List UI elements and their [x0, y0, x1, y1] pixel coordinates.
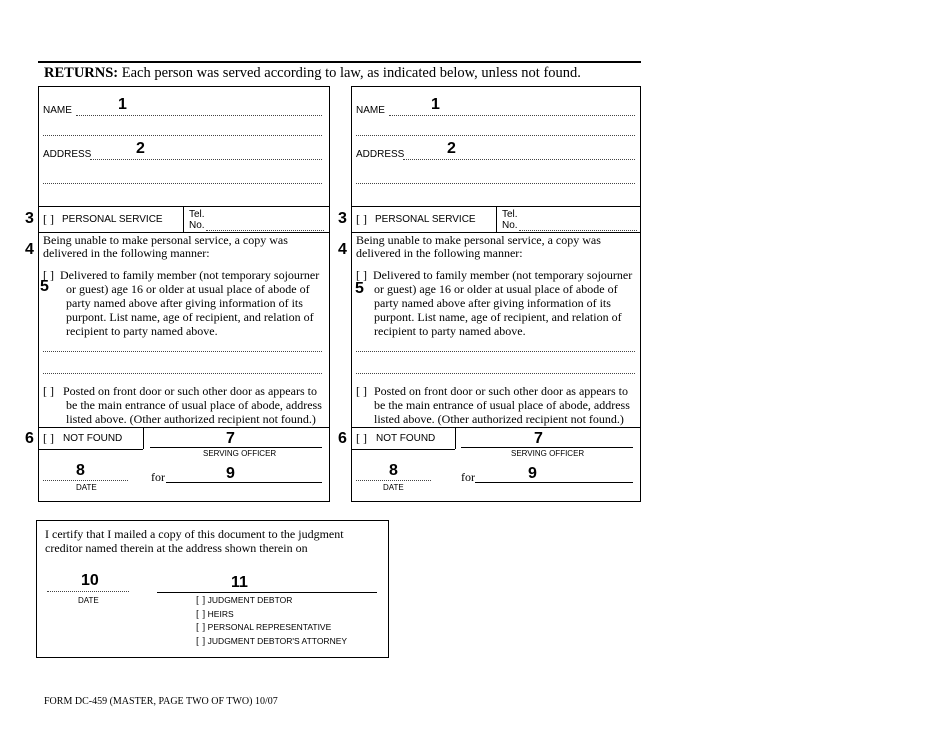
- posted-text-3: listed above. (Other authorized recipient not found.): [66, 412, 316, 426]
- marker-10: 10: [81, 572, 99, 589]
- marker-9: 9: [528, 465, 537, 482]
- family-checkbox[interactable]: [ ]: [43, 268, 54, 282]
- family-text-1: Delivered to family member (not temporary sojourner: [60, 268, 320, 282]
- family-text-5: recipient to party named above.: [374, 324, 526, 338]
- marker-1: 1: [118, 96, 127, 113]
- personal-service-label: PERSONAL SERVICE: [62, 214, 163, 225]
- nf-bottom-rule: [38, 449, 143, 450]
- personal-service-label: PERSONAL SERVICE: [375, 214, 476, 225]
- address-line: [90, 159, 322, 160]
- family-text-1: Delivered to family member (not temporary sojourner: [373, 268, 633, 282]
- nf-top-rule: [38, 427, 330, 428]
- tel-label: Tel.: [189, 209, 205, 220]
- nf-divider: [455, 427, 456, 449]
- form-id: FORM DC-459 (MASTER, PAGE TWO OF TWO) 10/07: [44, 696, 278, 707]
- address-line: [403, 159, 635, 160]
- certify-options: [196, 594, 347, 648]
- name-line: [76, 115, 322, 116]
- recipient-line-1: [356, 351, 635, 352]
- option-checkbox[interactable]: [ ]: [196, 595, 206, 606]
- name-line-2: [43, 135, 322, 136]
- date-label: DATE: [383, 483, 404, 492]
- right-return-column: [351, 86, 641, 502]
- marker-8: 8: [389, 462, 398, 479]
- option-checkbox[interactable]: [ ]: [196, 608, 206, 620]
- recipient-line-1: [43, 351, 322, 352]
- ps-divider: [183, 206, 184, 232]
- unable-text-2: delivered in the following manner:: [356, 246, 523, 260]
- option-label: PERSONAL REPRESENTATIVE: [207, 622, 332, 632]
- family-text-2: or guest) age 16 or older at usual place of abode of: [374, 282, 618, 296]
- recipient-line-2: [356, 373, 635, 374]
- family-text-4: purpont. List name, age of recipient, and relation of: [374, 310, 622, 324]
- certify-box: [36, 520, 389, 658]
- family-text-3: party named above after giving information of its: [66, 296, 303, 310]
- marker-5: 5: [40, 278, 49, 295]
- family-checkbox[interactable]: [ ]: [356, 268, 367, 282]
- family-text-5: recipient to party named above.: [66, 324, 218, 338]
- nf-divider: [143, 427, 144, 449]
- option-personal-representative[interactable]: [196, 621, 347, 635]
- ps-divider: [496, 206, 497, 232]
- posted-checkbox[interactable]: [ ]: [356, 384, 367, 398]
- unable-text-1: Being unable to make personal service, a copy was: [356, 233, 601, 247]
- right-marker-4: 4: [338, 241, 347, 258]
- name-line-2: [356, 135, 635, 136]
- posted-text-1: Posted on front door or such other door as appears to: [374, 384, 628, 398]
- not-found-label: NOT FOUND: [63, 433, 123, 444]
- address-line-2: [356, 183, 635, 184]
- left-return-column: [38, 86, 330, 502]
- address-label: ADDRESS: [43, 149, 92, 160]
- returns-text: Each person was served according to law, as indicated below, unless not found.: [121, 65, 581, 81]
- for-label: for: [461, 470, 475, 484]
- option-checkbox[interactable]: [ ]: [196, 622, 206, 633]
- no-label: No.: [502, 220, 518, 231]
- unable-text-2: delivered in the following manner:: [43, 246, 210, 260]
- option-judgment-debtors-attorney[interactable]: [196, 635, 347, 649]
- marker-2: 2: [447, 140, 456, 157]
- family-text-3: party named above after giving information of its: [374, 296, 611, 310]
- address-line-2: [43, 183, 322, 184]
- name-line: [389, 115, 635, 116]
- posted-text-2: be the main entrance of usual place of abode, address: [66, 398, 322, 412]
- posted-text-1: Posted on front door or such other door as appears to: [63, 384, 317, 398]
- name-label: NAME: [43, 105, 72, 116]
- tel-label: Tel.: [502, 209, 518, 220]
- certify-text-2: creditor named therein at the address shown therein on: [45, 541, 308, 555]
- marker-2: 2: [136, 140, 145, 157]
- unable-text-1: Being unable to make personal service, a copy was: [43, 233, 288, 247]
- address-label: ADDRESS: [356, 149, 405, 160]
- right-marker-6: 6: [338, 430, 347, 447]
- returns-label: RETURNS:: [44, 65, 119, 81]
- option-label: JUDGMENT DEBTOR: [207, 595, 293, 605]
- no-label: No.: [189, 220, 205, 231]
- top-rule: [38, 61, 641, 63]
- ps-top-rule: [38, 206, 330, 207]
- left-marker-4: 4: [25, 241, 34, 258]
- option-label: JUDGMENT DEBTOR'S ATTORNEY: [207, 635, 348, 646]
- option-heirs[interactable]: [196, 608, 347, 622]
- not-found-label: NOT FOUND: [376, 433, 436, 444]
- right-marker-3: 3: [338, 210, 347, 227]
- left-marker-6: 6: [25, 430, 34, 447]
- marker-8: 8: [76, 462, 85, 479]
- marker-7: 7: [534, 430, 543, 447]
- date-line: [43, 480, 128, 481]
- marker-11: 11: [231, 574, 248, 591]
- left-marker-3: 3: [25, 210, 34, 227]
- nf-bottom-rule: [351, 449, 455, 450]
- nf-top-rule: [351, 427, 641, 428]
- serving-officer-line: [461, 447, 633, 448]
- serving-officer-line: [150, 447, 322, 448]
- nf-checkbox[interactable]: [ ]: [356, 431, 367, 445]
- certify-date-line: [47, 591, 129, 592]
- serving-officer-label: SERVING OFFICER: [203, 449, 277, 458]
- family-text-2: or guest) age 16 or older at usual place of abode of: [66, 282, 310, 296]
- marker-9: 9: [226, 465, 235, 482]
- posted-checkbox[interactable]: [ ]: [43, 384, 54, 398]
- certify-text-1: I certify that I mailed a copy of this document to the judgment: [45, 527, 344, 541]
- marker-5: 5: [355, 280, 364, 297]
- posted-text-3: listed above. (Other authorized recipient not found.): [374, 412, 624, 426]
- family-text-4: purpont. List name, age of recipient, and relation of: [66, 310, 314, 324]
- certify-signature-line: [157, 592, 377, 593]
- serving-officer-label: SERVING OFFICER: [511, 449, 585, 458]
- name-label: NAME: [356, 105, 385, 116]
- for-line: [475, 482, 633, 483]
- for-line: [166, 482, 322, 483]
- date-line: [356, 480, 431, 481]
- date-label: DATE: [76, 483, 97, 492]
- marker-7: 7: [226, 430, 235, 447]
- marker-1: 1: [431, 96, 440, 113]
- option-judgment-debtor[interactable]: [196, 594, 347, 608]
- returns-header: [44, 65, 581, 82]
- ps-checkbox[interactable]: [ ]: [356, 212, 367, 226]
- for-label: for: [151, 470, 165, 484]
- tel-line: [519, 230, 637, 231]
- nf-checkbox[interactable]: [ ]: [43, 431, 54, 445]
- posted-text-2: be the main entrance of usual place of abode, address: [374, 398, 630, 412]
- option-label: HEIRS: [207, 608, 234, 619]
- option-checkbox[interactable]: [ ]: [196, 635, 206, 647]
- recipient-line-2: [43, 373, 322, 374]
- tel-line: [206, 230, 324, 231]
- certify-date-label: DATE: [78, 596, 99, 605]
- ps-checkbox[interactable]: [ ]: [43, 212, 54, 226]
